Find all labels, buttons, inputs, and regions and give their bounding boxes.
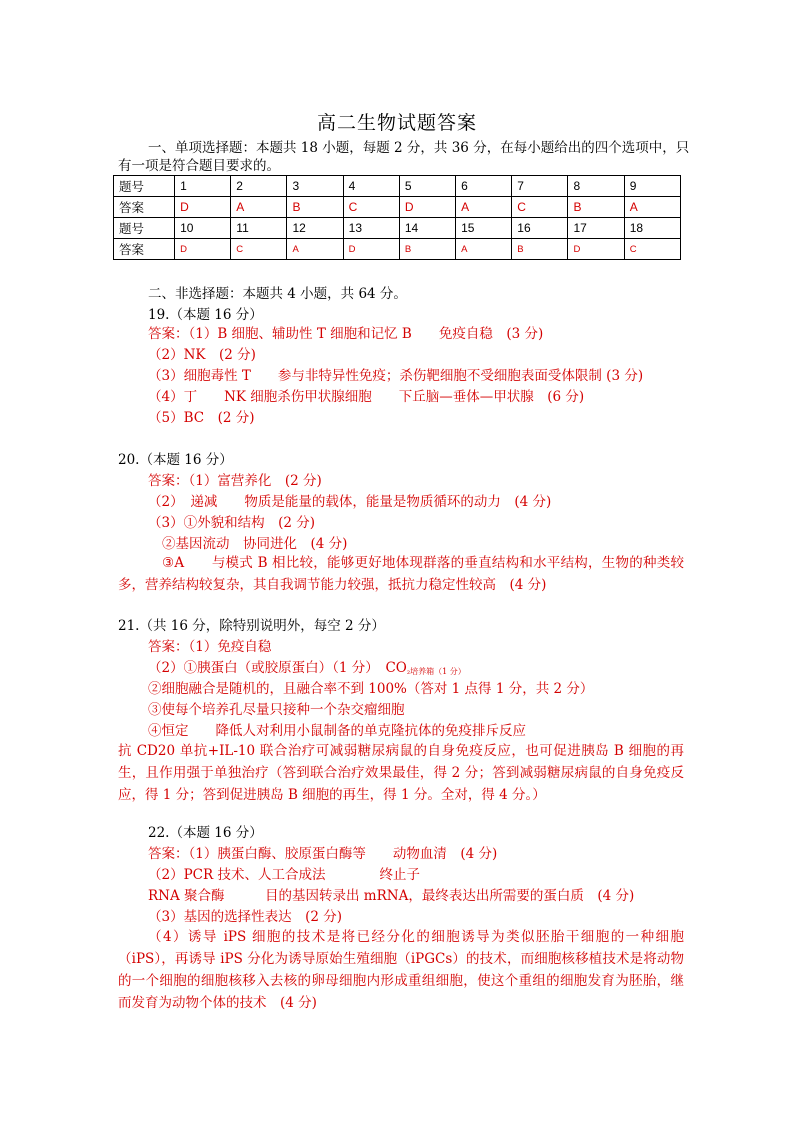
q20-title: 20.（本题 16 分）: [118, 452, 233, 468]
answer-label: 答案: [114, 197, 175, 218]
q20-line: 答案：（1）富营养化 (2 分): [148, 473, 322, 489]
q20-line: （2） 递减 物质是能量的载体，能量是物质循环的动力 (4 分): [148, 494, 552, 510]
table-row: [114, 218, 681, 239]
q22-line: RNA 聚合酶 目的基因转录出 mRNA，最终表达出所需要的蛋白质 (4 分): [148, 888, 635, 904]
co2-subscript: ₂培养箱（1 分）: [406, 667, 466, 676]
question-number: 6: [456, 176, 512, 197]
question-number: 12: [287, 218, 343, 239]
q20-paragraph: ③A 与模式 B 相比较，能够更好地体现群落的垂直结构和水平结构，生物的种类较多，营养结构较复杂，其自我调节能力较强，抵抗力稳定性较高 (4 分): [118, 555, 684, 593]
question-number: 2: [231, 176, 287, 197]
q19-line: 答案：（1）B 细胞、辅助性 T 细胞和记忆 B 免疫自稳 (3 分): [148, 326, 544, 342]
question-number: 3: [287, 176, 343, 197]
q21-line: ③使每个培养孔尽量只接种一个杂交瘤细胞: [148, 702, 405, 718]
question-number: 7: [512, 176, 568, 197]
q20-line: ②基因流动 协同进化 (4 分): [162, 536, 348, 552]
question-number: 17: [568, 218, 624, 239]
section1-intro: 一、单项选择题：本题共 18 小题，每题 2 分，共 36 分，在每小题给出的四个选项中，只有一项是符合题目要求的。: [118, 140, 690, 174]
answer-cell: A: [456, 239, 512, 260]
q22-line: （3）基因的选择性表达 (2 分): [148, 909, 343, 925]
q19-line: （5）BC (2 分): [148, 410, 255, 426]
q22-title: 22.（本题 16 分）: [148, 825, 263, 841]
question-number: 4: [343, 176, 399, 197]
q22-line: （2）PCR 技术、人工合成法 终止子: [148, 867, 420, 883]
question-number: 15: [456, 218, 512, 239]
table-row: [114, 239, 681, 260]
answer-cell: A: [287, 239, 343, 260]
answer-cell: A: [624, 197, 680, 218]
q21-line: ④恒定 降低人对利用小鼠制备的单克隆抗体的免疫排斥反应: [148, 723, 526, 739]
q20-line: （3）①外貌和结构 (2 分): [148, 515, 316, 531]
table-row: [114, 176, 681, 197]
question-number: 9: [624, 176, 680, 197]
q21-title: 21.（共 16 分，除特别说明外，每空 2 分）: [118, 618, 385, 634]
header-label: 题号: [114, 218, 175, 239]
question-number: 16: [512, 218, 568, 239]
q21-line: [148, 659, 466, 681]
question-number: 10: [175, 218, 231, 239]
question-number: 18: [624, 218, 680, 239]
answer-label: 答案: [114, 239, 175, 260]
q19-line: （2）NK (2 分): [148, 347, 256, 363]
q22-line: 答案：（1）胰蛋白酶、胶原蛋白酶等 动物血清 (4 分): [148, 846, 498, 862]
q21-line: 答案：（1）免疫自稳: [148, 639, 272, 655]
q21-line-part: （2）①胰蛋白（或胶原蛋白）（1 分） CO: [148, 660, 407, 676]
q19-line: （3）细胞毒性 T 参与非特异性免疫；杀伤靶细胞不受细胞表面受体限制 (3 分): [148, 368, 644, 384]
answer-cell: C: [624, 239, 680, 260]
answer-cell: C: [231, 239, 287, 260]
answer-cell: B: [399, 239, 455, 260]
page-title: 高二生物试题答案: [316, 112, 477, 134]
question-number: 14: [399, 218, 455, 239]
section2-heading: 二、非选择题：本题共 4 小题，共 64 分。: [148, 286, 407, 302]
question-number: 1: [175, 176, 231, 197]
table-row: [114, 197, 681, 218]
q21-paragraph: 抗 CD20 单抗+IL-10 联合治疗可减弱糖尿病鼠的自身免疫反应，也可促进胰岛 B 细胞的再生，且作用强于单独治疗（答到联合治疗效果最佳，得 2 分；答到减弱糖尿病鼠的自身免疫反应，得 1 分；答到促进胰岛 B 细胞的再生，得 1 分。全对，得 4 分。）: [118, 743, 684, 803]
question-number: 5: [399, 176, 455, 197]
answer-cell: D: [175, 197, 231, 218]
q19-line: （4）丁 NK 细胞杀伤甲状腺细胞 下丘脑—垂体—甲状腺 (6 分): [148, 389, 585, 405]
answer-cell: A: [456, 197, 512, 218]
answer-cell: B: [512, 239, 568, 260]
question-number: 8: [568, 176, 624, 197]
answer-cell: D: [175, 239, 231, 260]
answer-table: [113, 175, 681, 260]
answer-cell: C: [343, 197, 399, 218]
answer-cell: D: [343, 239, 399, 260]
answer-cell: B: [568, 197, 624, 218]
answer-cell: A: [231, 197, 287, 218]
answer-cell: C: [512, 197, 568, 218]
header-label: 题号: [114, 176, 175, 197]
question-number: 13: [343, 218, 399, 239]
question-number: 11: [231, 218, 287, 239]
q22-paragraph: （4）诱导 iPS 细胞的技术是将已经分化的细胞诱导为类似胚胎干细胞的一种细胞（iPS），再诱导 iPS 分化为诱导原始生殖细胞（iPGCs）的技术，而细胞核移植技术是将动物的一个细胞的细胞核移入去核的卵母细胞内形成重组细胞，使这个重组的细胞发育为胚胎，继而发育为动物个体的技术 (4 分): [118, 929, 684, 1011]
answer-cell: B: [287, 197, 343, 218]
answer-cell: D: [568, 239, 624, 260]
answer-cell: D: [399, 197, 455, 218]
q19-title: 19.（本题 16 分）: [148, 307, 263, 323]
q21-line: ②细胞融合是随机的，且融合率不到 100%（答对 1 点得 1 分，共 2 分）: [148, 681, 594, 697]
